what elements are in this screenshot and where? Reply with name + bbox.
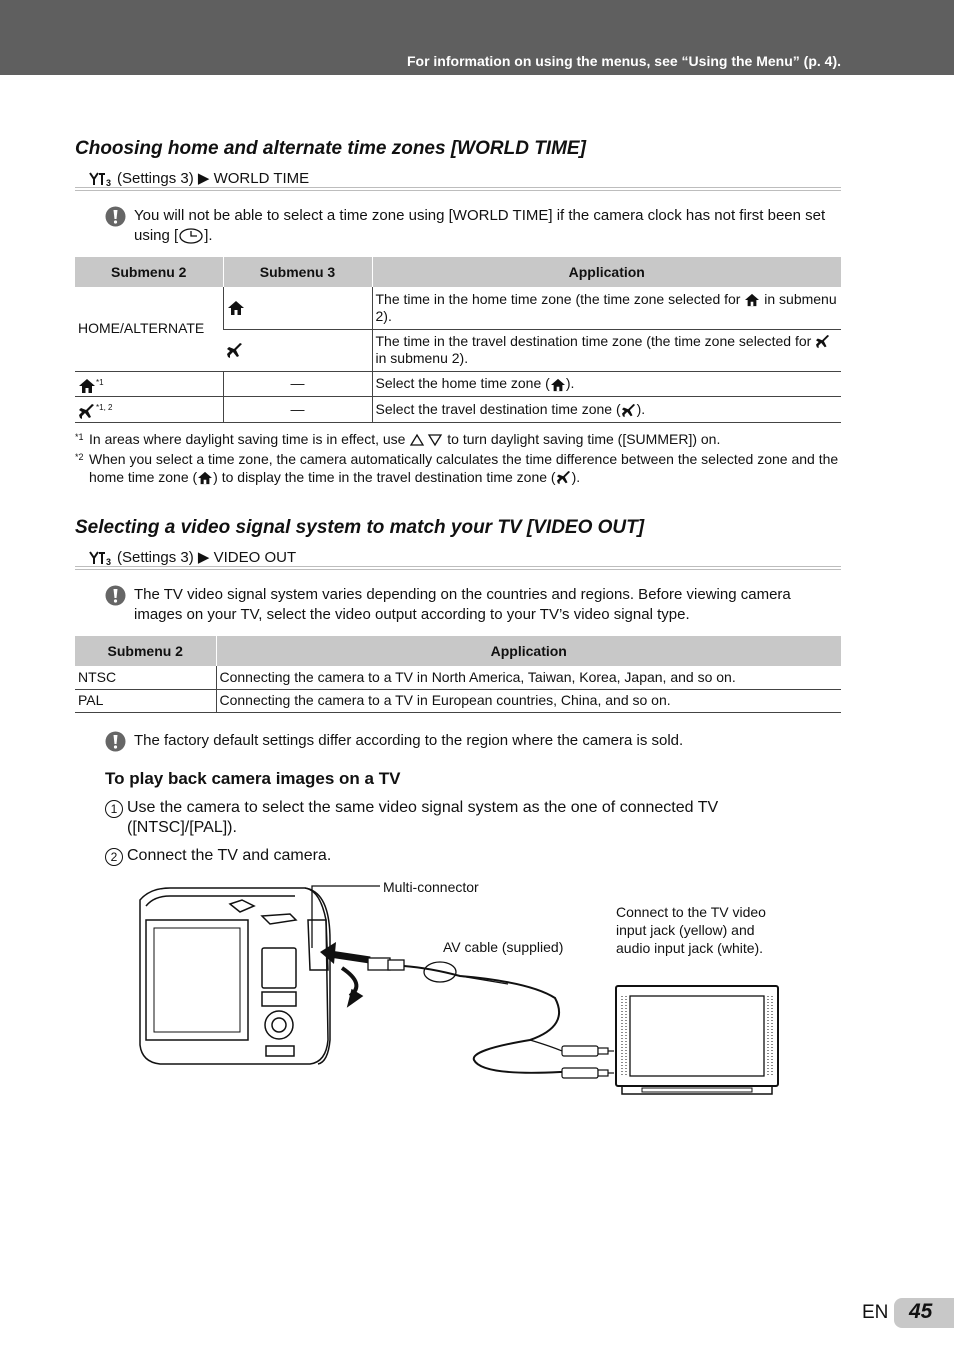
av-cable-label: AV cable (supplied) (443, 939, 564, 955)
step-1 (105, 798, 805, 838)
camera-illustration (140, 888, 362, 1064)
footnote-text: ) to display the time in the travel destination time zone ( (213, 469, 556, 485)
footnote-mark: *2 (75, 452, 84, 462)
crumb-arrow-icon: ▶ (197, 169, 210, 187)
home-row-cell (75, 371, 223, 397)
header-info: For information on using the menus, see “Using the Menu” (p. 4). (406, 53, 841, 69)
table-cell: PAL (75, 689, 216, 712)
footnote-text: to turn daylight saving time ([SUMMER]) on. (447, 431, 721, 447)
up-down-arrows-icon (409, 433, 443, 447)
video-out-table (75, 636, 841, 713)
caution-icon (105, 206, 126, 227)
table-header: Application (216, 636, 841, 666)
app-text: The time in the travel destination time zone (the time zone selected for (375, 333, 812, 349)
app-text: in submenu 2). (375, 350, 469, 366)
note-text: The TV video signal system varies depending on the countries and regions. Before viewing camera images on your TV, select the video output according to your TV’s video signal type. (134, 586, 791, 623)
dash-cell: — (223, 371, 372, 397)
app-text: ). (636, 401, 646, 418)
video-out-title: Selecting a video signal system to match your TV [VIDEO OUT] (75, 517, 645, 538)
crumb-arrow-icon: ▶ (197, 548, 210, 566)
world-time-table (75, 257, 841, 423)
crumb-item-label: WORLD TIME (213, 169, 310, 187)
factory-default-note (105, 731, 841, 751)
crumb-item-label: VIDEO OUT (213, 548, 297, 566)
table-header: Submenu 2 (75, 257, 223, 287)
table-header: Submenu 3 (223, 257, 372, 287)
footnote-1 (75, 430, 841, 448)
note-text-b: ]. (204, 227, 213, 244)
step-text: Use the camera to select the same video signal system as the one of connected TV ([NTSC]/[PAL]). (127, 799, 719, 836)
world-time-title: Choosing home and alternate time zones [WORLD TIME] (75, 138, 586, 159)
table-row (372, 329, 841, 371)
home-alternate-cell: HOME/ALTERNATE (75, 287, 223, 371)
table-header: Submenu 2 (75, 636, 216, 666)
step-number: 2 (105, 848, 123, 866)
video-out-breadcrumb (75, 550, 841, 570)
footnote-text: In areas where daylight saving time is in effect, use (89, 431, 406, 447)
clock-icon (178, 228, 204, 244)
plane-icon-cell (223, 329, 372, 371)
footnote-text: When you select a time zone, the camera automatically calculates the time difference between the selected zone and the home time zone ( (89, 451, 839, 485)
multi-connector-label: Multi-connector (383, 879, 479, 895)
home-icon-cell (223, 287, 372, 329)
home-icon (550, 378, 566, 392)
app-text: Select the home time zone ( (375, 375, 550, 392)
insert-arrow (330, 954, 370, 960)
table-cell: NTSC (75, 666, 216, 689)
airplane-icon (78, 404, 96, 420)
svg-text:3: 3 (106, 557, 112, 566)
app-text: in submenu 2). (375, 290, 837, 324)
home-icon (744, 293, 760, 307)
av-cable (404, 966, 570, 1073)
airplane-icon (226, 343, 244, 359)
airplane-icon (621, 404, 637, 418)
connect-tv-label: Connect to the TV video input jack (yellow) and audio input jack (white). (616, 904, 766, 956)
dash-cell: — (223, 397, 372, 423)
caution-icon (105, 585, 126, 606)
table-row (372, 371, 841, 397)
crumb-settings-label: (Settings 3) (117, 169, 194, 187)
playback-title: To play back camera images on a TV (105, 769, 401, 788)
tv-illustration (616, 986, 778, 1094)
table-header: Application (372, 257, 841, 287)
plane-row-cell (75, 397, 223, 423)
app-text: Select the travel destination time zone ( (375, 401, 621, 418)
airplane-icon (815, 335, 831, 349)
svg-text:3: 3 (106, 178, 112, 187)
footnote-text: ). (571, 469, 581, 485)
table-cell: Connecting the camera to a TV in North America, Taiwan, Korea, Japan, and so on. (216, 666, 841, 689)
step-number: 1 (105, 800, 123, 818)
airplane-icon (556, 471, 572, 485)
table-cell: Connecting the camera to a TV in European countries, China, and so on. (216, 689, 841, 712)
av-plug (368, 958, 456, 982)
language-label: EN (862, 1302, 889, 1323)
footnote-ref: *1 (96, 377, 104, 387)
settings-3-icon (89, 550, 113, 566)
footnote-2 (75, 450, 841, 486)
note-text: The factory default settings differ according to the region where the camera is sold. (134, 732, 684, 749)
table-row (372, 287, 841, 329)
world-time-caution-note (105, 206, 841, 246)
world-time-breadcrumb (75, 171, 841, 191)
step-2 (105, 846, 805, 866)
app-text: ). (565, 375, 575, 392)
home-icon (197, 471, 213, 485)
step-text: Connect the TV and camera. (127, 847, 332, 864)
home-icon (227, 300, 245, 316)
crumb-settings-label: (Settings 3) (117, 548, 194, 566)
table-row (372, 397, 841, 423)
settings-3-icon (89, 171, 113, 187)
page-number: 45 (909, 1300, 933, 1323)
video-out-caution-note (105, 585, 841, 625)
footnote-mark: *1 (75, 432, 84, 442)
home-icon (78, 378, 96, 394)
caution-icon (105, 731, 126, 752)
note-text-a: You will not be able to select a time zone using [WORLD TIME] if the camera clock has not first been set using [ (134, 207, 826, 244)
footnote-ref: *1, 2 (96, 403, 113, 413)
app-text: The time in the home time zone (the time zone selected for (375, 290, 741, 307)
